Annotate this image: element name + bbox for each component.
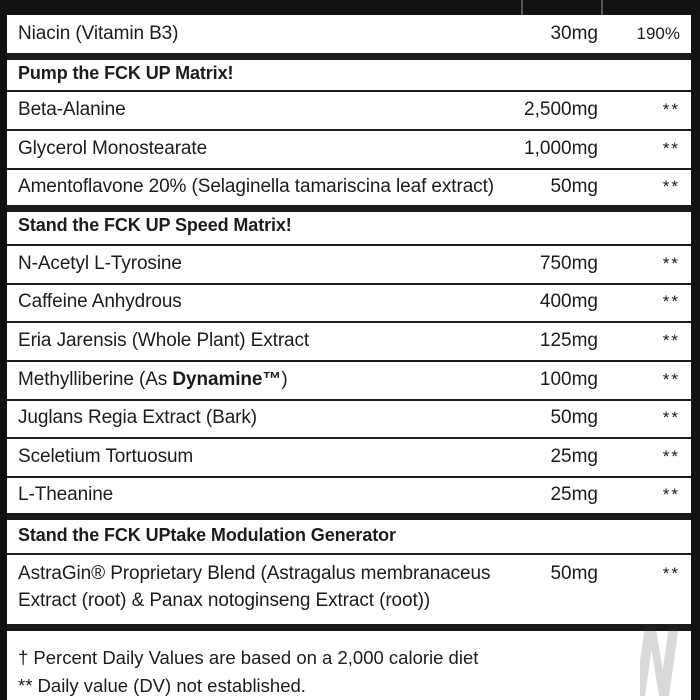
ingredient-dv: ** — [662, 100, 680, 119]
nutrient-dv: 190% — [636, 24, 680, 43]
row-divider — [7, 283, 691, 285]
row-divider — [7, 553, 691, 555]
ingredient-name: Glycerol Monostearate — [18, 138, 208, 159]
ingredient-row — [7, 175, 691, 201]
ingredient-row — [7, 445, 691, 471]
row-divider — [7, 168, 691, 170]
nutrient-name: Niacin (Vitamin B3) — [18, 23, 179, 44]
row-divider — [7, 399, 691, 401]
ingredient-name: L-Theanine — [18, 484, 114, 505]
footnote-dagger: † Percent Daily Values are based on a 2,000 calorie diet — [18, 647, 479, 668]
column-notch — [601, 0, 603, 15]
row-divider — [7, 244, 691, 246]
row-divider — [7, 360, 691, 362]
row-divider — [7, 321, 691, 323]
ingredient-dv: ** — [662, 139, 680, 158]
ingredient-dv: ** — [662, 447, 680, 466]
section-title-text: Pump the FCK UP Matrix! — [18, 63, 234, 83]
ingredient-name: Sceletium Tortuosum — [18, 446, 194, 467]
ingredient-name-suffix: ) — [281, 369, 288, 390]
brand-watermark-logo — [640, 618, 684, 700]
ingredient-name — [18, 368, 288, 392]
row-divider — [7, 437, 691, 439]
section-title-text: Stand the FCK UP Speed Matrix! — [18, 215, 292, 235]
ingredient-amount: 2,500mg — [524, 99, 598, 120]
ingredient-dv: ** — [662, 254, 680, 273]
footnote-double-star: ** Daily value (DV) not established. — [18, 675, 306, 696]
ingredient-amount: 1,000mg — [524, 138, 598, 159]
ingredient-name-prefix: Methylliberine (As — [18, 369, 173, 390]
ingredient-dv: ** — [662, 370, 680, 389]
ingredient-amount: 125mg — [539, 330, 598, 351]
ingredient-amount: 50mg — [550, 563, 598, 584]
ingredient-row — [7, 252, 691, 278]
ingredient-name: Beta-Alanine — [18, 99, 126, 120]
section-title-text: Stand the FCK UPtake Modulation Generator — [18, 525, 396, 545]
ingredient-amount: 25mg — [550, 484, 598, 505]
ingredient-dv: ** — [662, 408, 680, 427]
section-divider — [7, 624, 691, 631]
ingredient-dv: ** — [662, 177, 680, 196]
ingredient-row — [7, 329, 691, 355]
ingredient-name: Eria Jarensis (Whole Plant) Extract — [18, 330, 310, 351]
ingredient-dv: ** — [662, 331, 680, 350]
column-notch — [521, 0, 523, 15]
ingredient-row — [7, 368, 691, 394]
ingredient-amount: 50mg — [550, 176, 598, 197]
panel-border-left — [0, 0, 7, 700]
section-divider — [7, 205, 691, 212]
ingredient-brand-name: Dynamine™ — [172, 369, 282, 390]
ingredient-name-line-2: Extract (root) & Panax notoginseng Extract (root)) — [18, 590, 431, 611]
ingredient-name: N-Acetyl L-Tyrosine — [18, 253, 182, 274]
ingredient-amount: 100mg — [539, 369, 598, 390]
ingredient-row — [7, 290, 691, 316]
section-title-pump — [7, 61, 691, 87]
ingredient-name: Amentoflavone 20% (Selaginella tamariscina leaf extract) — [18, 176, 494, 197]
ingredient-row — [7, 137, 691, 163]
ingredient-row — [7, 406, 691, 432]
ingredient-amount: 25mg — [550, 446, 598, 467]
section-title-uptake — [7, 523, 691, 549]
ingredient-row — [7, 98, 691, 124]
ingredient-name: Caffeine Anhydrous — [18, 291, 182, 312]
top-thick-rule — [7, 0, 691, 15]
ingredient-name-line-1: AstraGin® Proprietary Blend (Astragalus membranaceus — [18, 563, 491, 584]
ingredient-row — [7, 483, 691, 509]
panel-border-right — [691, 0, 700, 700]
section-divider — [7, 513, 691, 520]
ingredient-dv: ** — [662, 564, 680, 583]
section-divider — [7, 53, 691, 60]
row-divider — [7, 476, 691, 478]
ingredient-amount: 750mg — [539, 253, 598, 274]
row-divider — [7, 90, 691, 92]
ingredient-name: Juglans Regia Extract (Bark) — [18, 407, 258, 428]
nutrient-amount: 30mg — [550, 23, 598, 44]
ingredient-amount: 400mg — [539, 291, 598, 312]
ingredient-dv: ** — [662, 292, 680, 311]
ingredient-row-astragin — [7, 562, 691, 616]
ingredient-amount: 50mg — [550, 407, 598, 428]
nutrient-row-niacin — [7, 22, 691, 48]
section-title-speed — [7, 213, 691, 239]
row-divider — [7, 129, 691, 131]
ingredient-dv: ** — [662, 485, 680, 504]
